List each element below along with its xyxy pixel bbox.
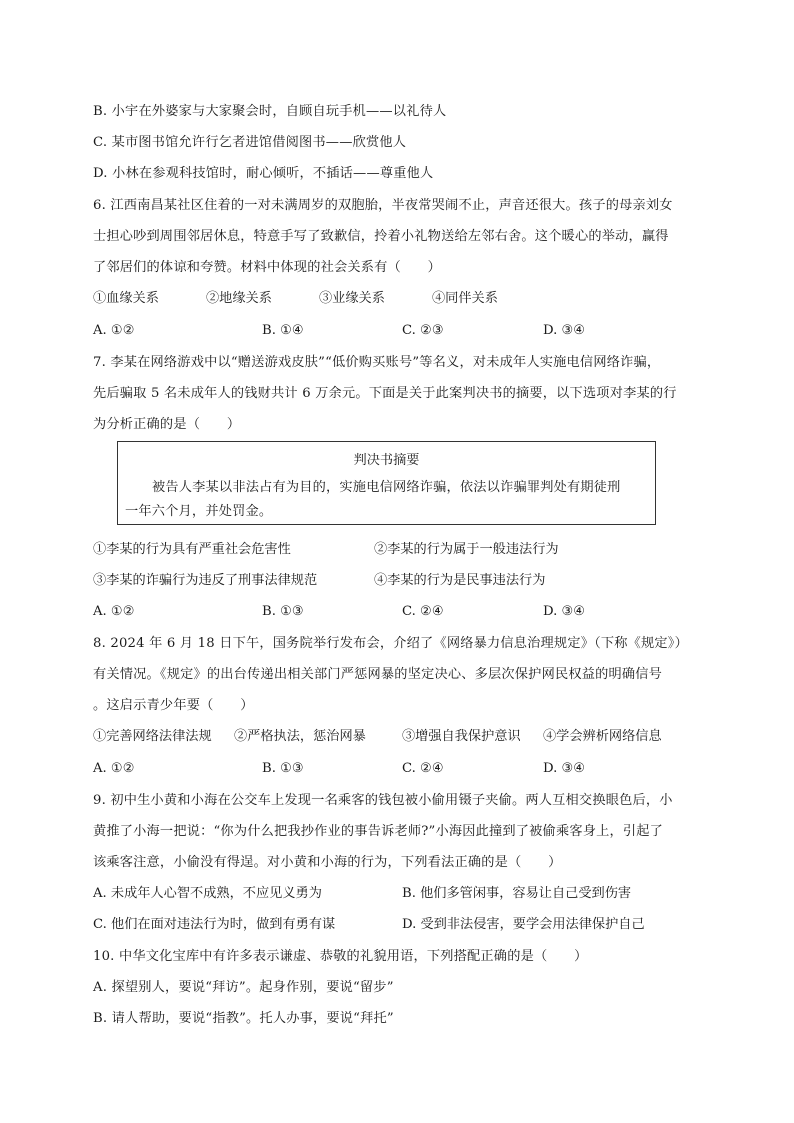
q7-option-c: C. ②④ <box>402 604 444 619</box>
q8-option-d: D. ③④ <box>543 761 586 776</box>
q7-stem-line-3: 为分析正确的是（ ） <box>93 417 241 432</box>
q6-option-c: C. ②③ <box>402 323 444 338</box>
q7-item-1: ①李某的行为具有严重社会危害性 <box>93 542 291 557</box>
q8-option-b: B. ①③ <box>262 761 304 776</box>
q8-stem-line-2: 有关情况。《规定》的出台传递出相关部门严惩网暴的坚定决心、多层次保护网民权益的明确信号 <box>93 667 663 682</box>
q6-item-4: ④同伴关系 <box>432 291 498 306</box>
q7-item-3: ③李某的诈骗行为违反了刑事法律规范 <box>93 573 318 588</box>
q5-option-d: D. 小林在参观科技馆时，耐心倾听，不插话——尊重他人 <box>93 166 434 181</box>
judgment-summary-line-2: 一年六个月，并处罚金。 <box>125 504 273 519</box>
q9-option-c: C. 他们在面对违法行为时，做到有勇有谋 <box>93 917 336 932</box>
q5-option-c: C. 某市图书馆允许行乞者进馆借阅图书——欣赏他人 <box>93 135 407 150</box>
q6-stem-line-3: 了邻居们的体谅和夸赞。材料中体现的社会关系有（ ） <box>93 260 442 275</box>
q8-stem-line-3: 。这启示青少年要（ ） <box>93 698 254 713</box>
q8-stem-line-1: 8. 2024 年 6 月 18 日下午，国务院举行发布会，介绍了《网络暴力信息治理规定》（下称《规定》） <box>93 636 688 651</box>
q7-item-2: ②李某的行为属于一般违法行为 <box>374 542 559 557</box>
q10-stem-line-1: 10. 中华文化宝库中有许多表示谦虚、恭敬的礼貌用语，下列搭配正确的是（ ） <box>93 949 588 964</box>
q6-stem-line-1: 6. 江西南昌某社区住着的一对未满周岁的双胞胎，半夜常哭闹不止，声音还很大。孩子的母亲刘女 <box>93 198 673 213</box>
q8-item-2: ②严格执法，惩治网暴 <box>234 729 366 744</box>
q6-option-b: B. ①④ <box>262 323 304 338</box>
q9-stem-line-3: 该乘客注意，小偷没有得逞。对小黄和小海的行为，下列看法正确的是（ ） <box>93 855 562 870</box>
q8-item-3: ③增强自我保护意识 <box>402 729 521 744</box>
q5-option-b: B. 小宇在外婆家与大家聚会时，自顾自玩手机——以礼待人 <box>93 104 447 119</box>
q7-stem-line-1: 7. 李某在网络游戏中以“赠送游戏皮肤”“低价购买账号”等名义，对未成年人实施电信网络诈骗， <box>93 355 661 370</box>
q7-option-b: B. ①③ <box>262 604 304 619</box>
q8-item-1: ①完善网络法律法规 <box>93 729 212 744</box>
q6-item-2: ②地缘关系 <box>206 291 272 306</box>
q8-item-4: ④学会辨析网络信息 <box>543 729 662 744</box>
q10-option-a: A. 探望别人，要说“拜访”。起身作别，要说“留步” <box>93 980 394 995</box>
q7-option-d: D. ③④ <box>543 604 586 619</box>
judgment-summary-title: 判决书摘要 <box>353 453 420 468</box>
q8-option-a: A. ①② <box>93 761 135 776</box>
q6-item-3: ③业缘关系 <box>319 291 385 306</box>
q8-option-c: C. ②④ <box>402 761 444 776</box>
judgment-summary-box <box>117 441 656 525</box>
q9-stem-line-2: 黄推了小海一把说：“你为什么把我抄作业的事告诉老师?”小海因此撞到了被偷乘客身上，引起了 <box>93 824 664 839</box>
q6-item-1: ①血缘关系 <box>93 291 159 306</box>
q9-stem-line-1: 9. 初中生小黄和小海在公交车上发现一名乘客的钱包被小偷用镊子夹偷。两人互相交换眼色后，小 <box>93 793 673 808</box>
q9-option-a: A. 未成年人心智不成熟，不应见义勇为 <box>93 886 322 901</box>
q7-option-a: A. ①② <box>93 604 135 619</box>
judgment-summary-line-1: 被告人李某以非法占有为目的，实施电信网络诈骗，依法以诈骗罪判处有期徒刑 <box>152 480 621 495</box>
q9-option-b: B. 他们多管闲事，容易让自己受到伤害 <box>402 886 632 901</box>
q6-option-d: D. ③④ <box>543 323 586 338</box>
q6-option-a: A. ①② <box>93 323 135 338</box>
q7-item-4: ④李某的行为是民事违法行为 <box>374 573 546 588</box>
q9-option-d: D. 受到非法侵害，要学会用法律保护自己 <box>402 917 645 932</box>
q10-option-b: B. 请人帮助，要说“指教”。托人办事，要说“拜托” <box>93 1011 394 1026</box>
q7-stem-line-2: 先后骗取 5 名未成年人的钱财共计 6 万余元。下面是关于此案判决书的摘要，以下选项对李某的行 <box>93 386 677 401</box>
q6-stem-line-2: 士担心吵到周围邻居休息，特意手写了致歉信，拎着小礼物送给左邻右舍。这个暖心的举动，赢得 <box>93 229 669 244</box>
